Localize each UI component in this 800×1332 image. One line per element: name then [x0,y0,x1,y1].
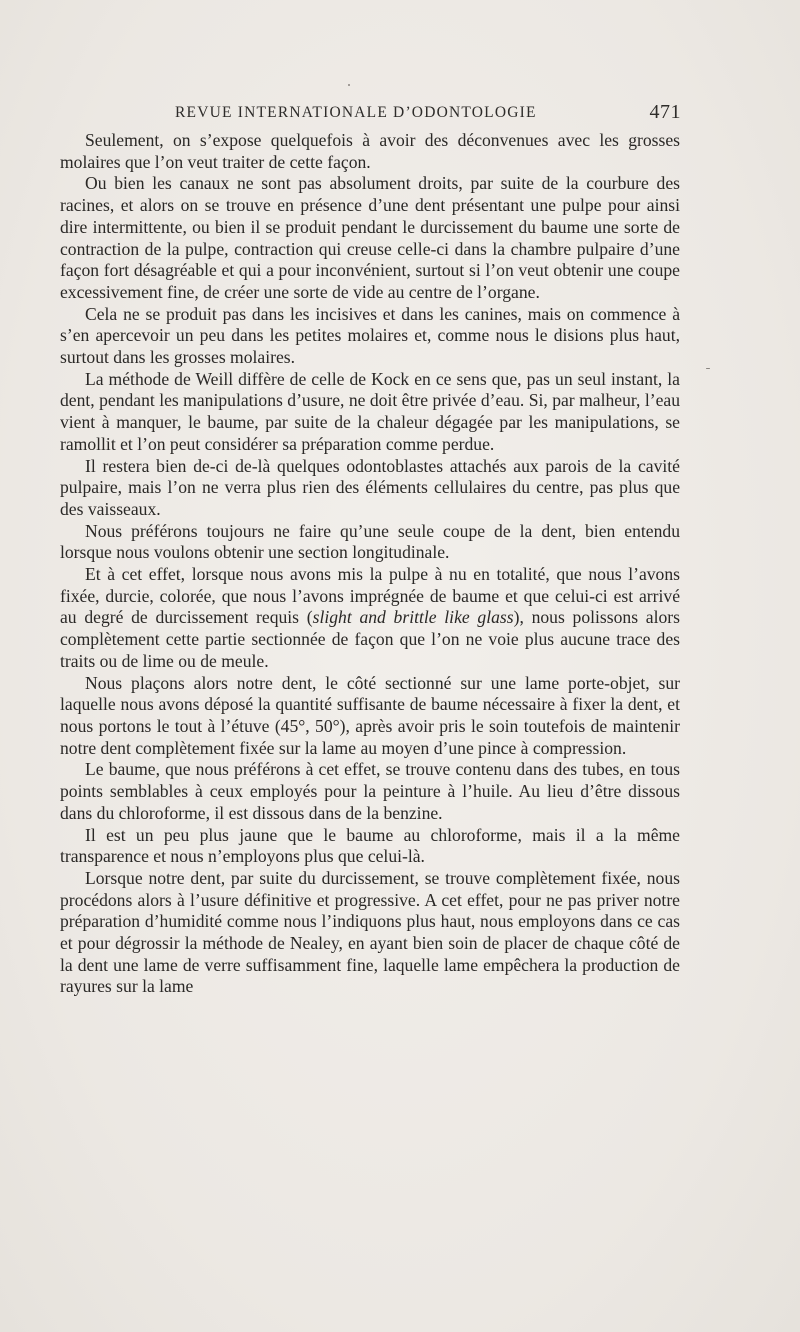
paragraph: Nous préférons toujours ne faire qu’une seule coupe de la dent, bien entendu lorsque nous voulons obtenir une section longitudinale. [60,520,680,563]
paragraph: Seulement, on s’expose quelquefois à avoir des déconvenues avec les grosses molaires que l’on veut traiter de cette façon. [60,130,680,172]
paper-speck [348,84,350,86]
paragraph: La méthode de Weill diffère de celle de Kock en ce sens que, pas un seul instant, la dent, pendant les manipulations d’usure, ne doit être privée d’eau. Si, par malheur, l’eau vient à manquer, le baume, par suite de la chaleur dégagée par les manipulations, se ramollit et l’on peut considérer sa préparation comme perdue. [60,368,680,454]
paragraph: Le baume, que nous préférons à cet effet, se trouve contenu dans des tubes, en tous points semblables à ceux employés pour la peinture à l’huile. Au lieu d’être dissous dans du chloroforme, il est dissous dans de la benzine. [60,759,680,823]
paragraph [60,564,680,673]
journal-title: REVUE INTERNATIONALE D’ODONTOLOGIE [175,104,537,121]
paper-speck [706,368,710,369]
paragraph: Il restera bien de-ci de-là quelques odontoblastes attachés aux parois de la cavité pulpaire, mais l’on ne verra plus rien des éléments cellulaires du centre, pas plus que des vaisseaux. [60,455,680,519]
running-header [175,101,681,128]
paragraph: Il est un peu plus jaune que le baume au chloroforme, mais il a la même transparence et nous n’employons plus que celui-là. [60,824,680,867]
paragraph: Nous plaçons alors notre dent, le côté sectionné sur une lame porte-objet, sur laquelle nous avons déposé la quantité suffisante de baume nécessaire à fixer la dent, et nous portons le tout à l’étuve (45°, 50°), après avoir pris le soin toutefois de maintenir notre dent complètement fixée sur la lame au moyen d’une pince à compression. [60,672,680,758]
paragraph: Lorsque notre dent, par suite du durcissement, se trouve complètement fixée, nous procédons alors à l’usure définitive et progressive. A cet effet, pour ne pas priver notre préparation d’humidité comme nous l’indiquons plus haut, nous employons dans ce cas et pour dégrossir la méthode de Nealey, en ayant bien soin de placer de chaque côté de la dent une lame de verre suffisamment fine, laquelle lame empêchera la production de rayures sur la lame [60,867,680,997]
english-quote: slight and brittle like glass [312,607,514,628]
paragraph-text: ), nous polissons alors complètement cette partie sectionnée de façon que l’on ne voie plus aucune trace des traits ou de lime ou de meule. [60,607,680,671]
paragraph: Cela ne se produit pas dans les incisives et dans les canines, mais on commence à s’en apercevoir un peu dans les petites molaires et, comme nous le disions plus haut, surtout dans les grosses molaires. [60,303,680,368]
page-number: 471 [649,101,681,123]
paragraph: Ou bien les canaux ne sont pas absolument droits, par suite de la courbure des racines, et alors on se trouve en présence d’une dent présentant une pulpe pour ainsi dire intermittente, ou bien il se produit pendant le durcissement du baume une sorte de contraction de la pulpe, contraction qui creuse celle-ci dans la chambre pulpaire d’une façon fort désagréable et qui a pour inconvénient, surtout si l’on veut obtenir une coupe excessivement fine, de créer une sorte de vide au centre de l’organe. [60,173,680,302]
article-body [60,130,680,998]
paragraph-text: Et à cet effet, lorsque nous avons mis la pulpe à nu en totalité, que nous l’avons fixée, durcie, colorée, que nous l’avons imprégnée de baume et que celui-ci est arrivé au degré de durcissement requis ( [60,564,680,628]
